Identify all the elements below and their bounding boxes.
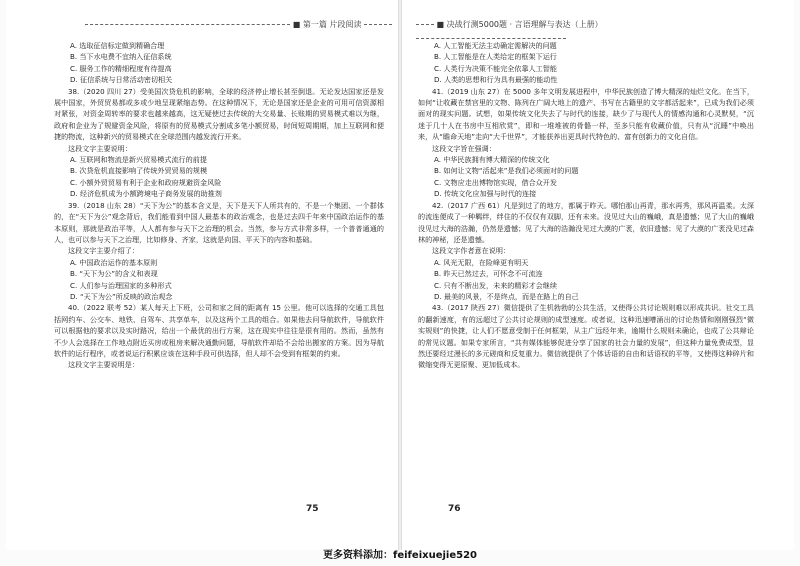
right-page: [402, 0, 794, 550]
question-42-text: 42.（2017 广西 61）凡是到过了的地方，都属于昨天。哪怕那山再青，那水再秀，那风再温柔。太深的流连便成了一种羁绊，绊住的不仅仅有双脚，还有未来。没见过大山的巍峨，真是遗憾；见了大山的巍峨没见过大海的浩瀚，仍然是遗憾；见了大海的浩瀚没见过大漠的广袤，依旧遗憾；见了大漠的广袤没见过森林的神秘，还是遗憾。: [418, 200, 754, 244]
page-number: 75: [306, 504, 319, 514]
option: C. 人类行为决策不能完全依靠人工智能: [434, 63, 557, 73]
option: B. 昨天已然过去，可怀念不可流连: [434, 269, 543, 279]
header-rule: [416, 24, 434, 25]
option: D. “天下为公”所反映的政治观念: [70, 291, 173, 301]
option: A. 人工智能无法主动确定需解决的问题: [434, 41, 557, 50]
option: B. 次贷危机直接影响了传统外贸贸易的规模: [70, 166, 208, 176]
header-rule: [416, 38, 566, 39]
book-title: 决战行测5000题 · 言语理解与表达（上册）: [446, 20, 603, 29]
header-mark: ■: [436, 20, 445, 29]
header-rule: [364, 24, 392, 25]
question-39-prompt: 这段文字主要介绍了：: [68, 246, 139, 256]
question-41-text: 41.（2019 山东 27）在 5000 多年文明发展进程中，中华民族创造了博大精深的灿烂文化。在当下，如何“让收藏在禁宫里的文物、陈列在广阔大地上的遗产、书写在古籍里的文字都活起来”，已成为我们必须面对的现实问题。试想，如果传统文化失去了与时代的连接，缺少了与现代人的情感沟通和心灵默契，“沉迷于几十人在书房中互相欣赏”，即和一堆堆被的骨骼一样，至多只能有收藏价值，只有从“沉睡”中唤出来，从“瞻命天地”走向“大千世界”，才能获养出更具时代特色的、富有创新力的文化自信。: [418, 86, 754, 142]
option: C. 服务工作的精细程度有待提高: [70, 63, 172, 73]
question-39-text: 39.（2018 山东 28）“天下为公”的基本含义是，天下是天下人所共有的，不是一个集团、一个群体的，在“天下为公”观念背后，我们能看到中国人最基本的政治观念，也是过去四千年来中国政治运作的基本原则，那就是政治平等，人人都有参与天下之治理的机会。当然，参与方式非常多样，一个普普通通的人，也可以参与天下之治理，比如修身、齐家，这就是向国、平天下的内容和基础。: [54, 200, 384, 244]
chapter-title: 第一篇 片段阅读: [302, 20, 362, 29]
question-38-text: 38.（2020 四川 27）受美国次贷危机的影响，全球的经济停止增长甚至倒退。无论发达国家还是发展中国家，外贸贸易都或多或少地呈现紧缩态势。在这种情况下，无论是国家还是企业的可用可信资源相对紧张，对资金周转率的要求也越来越高，这无疑使过去传统的大交易量、长账期的贸易模式难以为继，政府和企业为了规避资金风险，将原有的贸易模式分割成多笔小额贸易，时间短周期期，加上互联网和便捷的物流，这种新兴的贸易模式在全球范围内越发流行开来。: [54, 86, 384, 142]
option: D. 征信系统与日常活动密切相关: [70, 75, 173, 85]
page-number: 76: [448, 504, 461, 514]
option: C. 人们参与治理国家的多种形式: [70, 280, 172, 290]
option: C. 只有不断出发，未来的精彩才会继续: [434, 280, 557, 290]
option: D. 人类的思想和行为具有最强的能动性: [434, 75, 558, 85]
question-42-prompt: 这段文字作者意在说明：: [432, 246, 511, 256]
header-rule: [85, 24, 290, 25]
option: B. “天下为公”的含义和表现: [70, 269, 158, 279]
right-page-content: [418, 40, 754, 371]
option: A. 中国政治运作的基本原则: [70, 257, 158, 267]
question-43-text: 43.（2017 陕西 27）微信提供了生机勃勃的公共生活，又使得公共讨论规则难以形成共识。社交工具的翻新速度，有的远超过了公共讨论规则的成型速度。或者说，这种迅速嘈涌出的讨论热情和刚刚强烈“微实规则”的快捷，让人们不愿意受制于任何框架，从主广远经年来，逾期什么规则未确论，也成了公共辩论的常见议题。如果专家所言，“共有媒体能够促进分享了国家的社会力量的发展”，但这种力量免费成型，显然还要经过漫长的多元磋商和反复重力。微信就提供了个体话语的自由和话语权的平等，又使得这种碎片和微缩变得无更原聚、更加低成本。: [418, 303, 754, 370]
question-41-prompt: 这段文字旨在强调：: [432, 143, 496, 153]
option: D. 经济危机成为小额跨境电子商务发展的助推剂: [70, 189, 222, 199]
question-38-prompt: 这段文字主要说明：: [68, 143, 132, 153]
right-page-header: [416, 18, 754, 32]
option: D. 最美的风景，不是终点，而是在路上的自己: [434, 291, 579, 301]
option: C. 小额外贸贸易有利于企业和政府规避资金风险: [70, 177, 222, 187]
option: B. 人工智能是在人类给定的框架下运行: [434, 52, 557, 62]
option: A. 中华民族拥有博大精深的传统文化: [434, 155, 550, 165]
left-page: [6, 0, 398, 550]
question-40-prompt: 这段文字主要说明是：: [68, 360, 139, 370]
left-page-content: [54, 40, 384, 371]
footer-contact: 更多资料添加：feifeixuejie520: [323, 550, 477, 561]
option: B. 当下水电费不宜纳入征信系统: [70, 52, 172, 62]
option: A. 选取征信标定做到精确合理: [70, 41, 165, 50]
option: D. 传统文化应加强与时代的连接: [434, 189, 537, 199]
option: B. 如何让文物“活起来”是我们必须面对的问题: [434, 166, 579, 176]
question-40-text: 40.（2022 联考 52）某人每天上下班，公司和家之间的距离有 15 公里。他可以选择的交通工具包括网约车、公交车、地铁、自驾车、共享单车，以及这两个工具的组合。如果他去问导航软件，导航软件可以根据他的要求以及实时路况，给出一个最优的出行方案，这在现实中往往是很有用的。然而，虽然有不少人会选择在工作地点附近买房或租房来解决通勤问题，导航软件却给不会给出搬家的方案。因为导航软件的运行程序，或者说运行积累应该在这种手段可供选择，但人却不会受到有框架的约束。: [54, 303, 384, 358]
option: A. 互联网和物流是新兴贸易模式流行的前提: [70, 155, 207, 165]
left-page-header: [46, 18, 392, 32]
header-mark: ■: [292, 20, 301, 29]
option: A. 风光无限，在险峰更有明天: [434, 257, 529, 267]
option: C. 文物应走出博物馆实现，借合众开发: [434, 177, 557, 187]
